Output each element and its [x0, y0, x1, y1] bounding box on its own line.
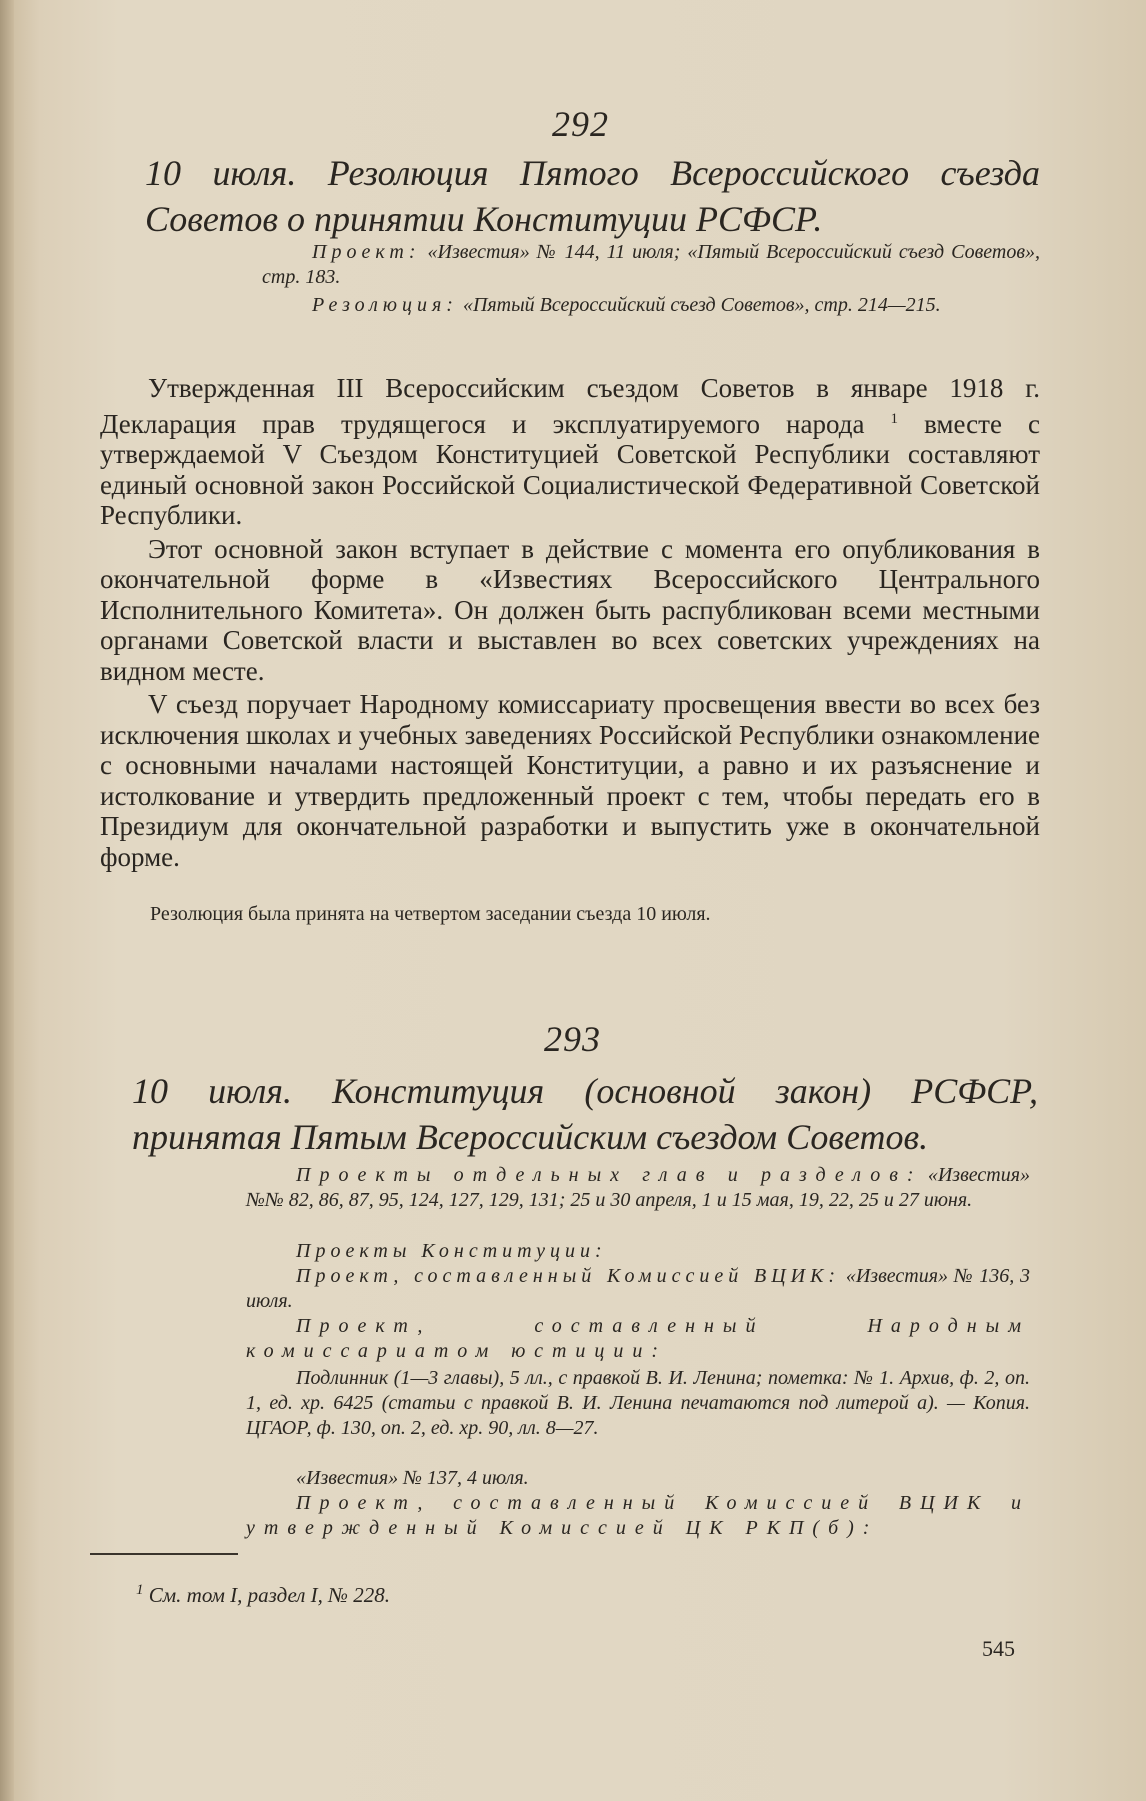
source-label: Резолюция: — [312, 294, 458, 316]
document-number-293: 293 — [544, 1019, 601, 1059]
source-label: Проект, составленный Народным комиссариатом юстиции: — [246, 1315, 1030, 1362]
source-izvestia-137 — [246, 1466, 1030, 1491]
source-vtsik-draft — [246, 1264, 1030, 1314]
source-original-manuscript — [246, 1366, 1030, 1441]
footnote-marker: 1 — [890, 410, 899, 427]
footnote-text: См. том I, раздел I, № 228. — [148, 1583, 390, 1607]
source-label: Проекты Конституции: — [296, 1240, 607, 1262]
source-text: «Известия» № 144, 11 июля; «Пятый Всероссийский съезд Советов», стр. 183. — [262, 241, 1040, 288]
source-label: Проект: — [312, 241, 421, 263]
page-number: 545 — [982, 1636, 1015, 1661]
paragraph-3: V съезд поручает Народному комиссариату просвещения ввести во всех без исключения школах и учебных заведениях Российской Республики ознакомление с основными началами настоящей Конституции, а равно и их разъяснение и истолкование и утвердить предложенный проект с тем, чтобы передать его в Президиум для окончательной разработки и выпустить уже в окончательной форме. — [100, 689, 1040, 872]
document-title-293: 10 июля. Конституция (основной закон) РСФСР, принятая Пятым Всероссийским съездом Советов. — [132, 1071, 1038, 1157]
source-constitution-drafts — [246, 1239, 1030, 1264]
source-text: Подлинник (1—3 главы), 5 лл., с правкой В. И. Ленина; пометка: № 1. Архив, ф. 2, оп. 1, ед. хр. 6425 (статьи с правкой В. И. Ленина печатаются под литерой а). — Копия. ЦГАОР, ф. 130, оп. 2, ед. хр. 90, лл. 8—27. — [246, 1367, 1030, 1439]
source-label: Проект, составленный Комиссией ВЦИК: — [296, 1265, 841, 1287]
resolution-note: Резолюция была принята на четвертом заседании съезда 10 июля. — [150, 903, 711, 925]
document-title-292: 10 июля. Резолюция Пятого Всероссийского съезда Советов о принятии Конституции РСФСР. — [145, 153, 1040, 239]
page-gutter — [0, 0, 14, 1801]
source-narkomjust-draft — [246, 1314, 1030, 1364]
source-text: «Известия» №№ 82, 86, 87, 95, 124, 127, 129, 131; 25 и 30 апреля, 1 и 15 мая, 19, 22, 25 и 27 июня. — [246, 1164, 1030, 1211]
source-label: Проекты отдельных глав и разделов: — [296, 1164, 923, 1186]
paragraph-2: Этот основной закон вступает в действие с момента его опубликования в окончательной форме в «Известиях Всероссийского Центрального Исполнительного Комитета». Он должен быть распубликован всеми местными органами Советской власти и выставлен во всех советских учреждениях на видном месте. — [100, 533, 1040, 686]
source-text: «Известия» № 137, 4 июля. — [296, 1467, 529, 1489]
footnote-mark: 1 — [136, 1582, 144, 1598]
document-number-292: 292 — [552, 104, 609, 144]
source-chapter-drafts — [246, 1163, 1030, 1213]
source-text: «Известия» № 136, 3 июля. — [246, 1265, 1030, 1312]
footnote-rule — [90, 1553, 238, 1555]
footnote — [136, 1582, 390, 1608]
source-resolution-292 — [262, 293, 1040, 318]
resolution-text — [100, 373, 1040, 872]
source-approved-draft — [246, 1491, 1030, 1541]
source-label: Проект, составленный Комиссией ВЦИК и утвержденный Комиссией ЦК РКП(б): — [246, 1492, 1030, 1539]
paragraph-1: Утвержденная III Всероссийским съездом Советов в январе 1918 г. Декларация прав трудящегося и эксплуатируемого народа $^1$ вместе с утверждаемой V Съездом Конституцией Советской Республики составляют единый основной закон Российской Социалистической Федеративной Советской Республики. — [100, 373, 1040, 530]
source-text: «Пятый Всероссийский съезд Советов», стр. 214—215. — [462, 294, 941, 316]
source-project-292 — [262, 240, 1040, 290]
